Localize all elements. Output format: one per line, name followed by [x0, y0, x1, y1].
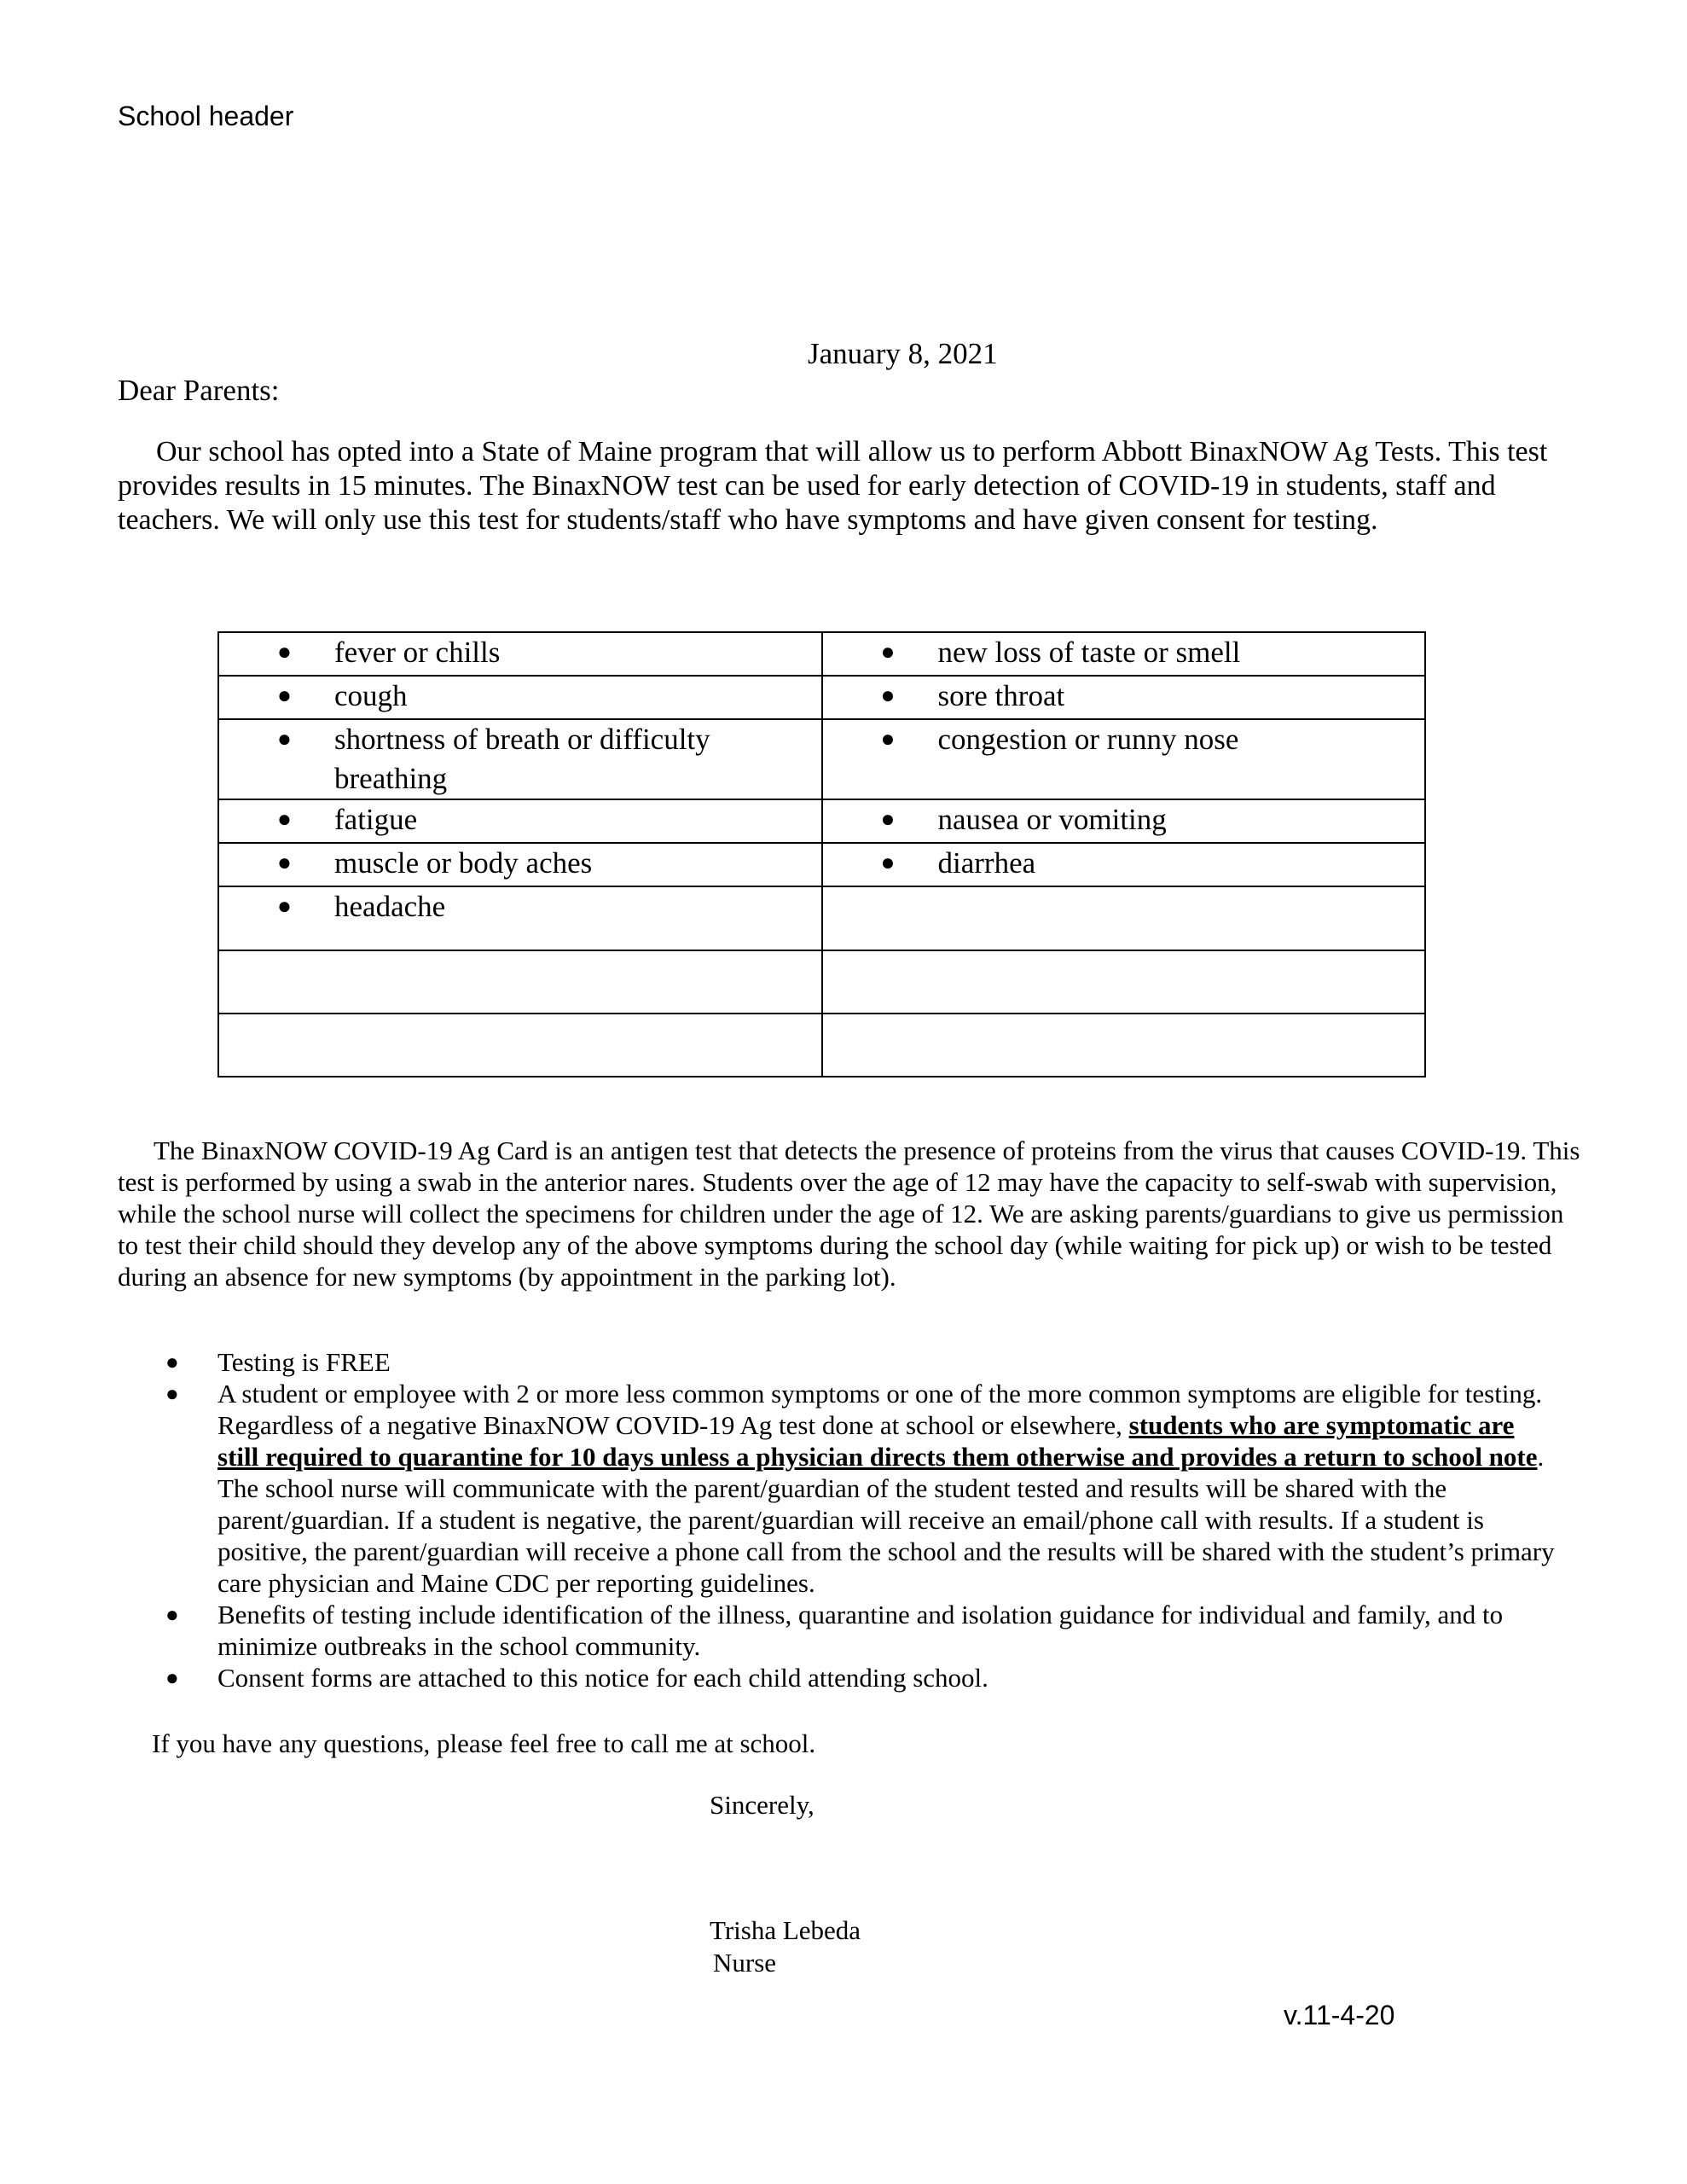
- table-row: [218, 676, 1425, 719]
- list-item: [128, 1662, 1561, 1693]
- bullet-icon: ●: [277, 893, 292, 920]
- salutation: Dear Parents:: [118, 374, 280, 407]
- symptom-cell: [822, 799, 1426, 843]
- intro-text: Our school has opted into a State of Maine program that will allow us to perform Abbott BinaxNOW Ag Tests. This test provides results in 15 minutes. The BinaxNOW test can be used for early detection of COVID-19 in students, staff and teachers. We will only use this test for students/staff who have symptoms and have given consent for testing.: [118, 436, 1548, 536]
- bullet-icon: ●: [277, 726, 292, 752]
- bullet-icon: ●: [277, 639, 292, 665]
- bullet-icon: ●: [880, 682, 896, 709]
- symptom-cell: [218, 843, 822, 886]
- bullet-icon: ●: [277, 806, 292, 833]
- empty-cell: [218, 1014, 822, 1077]
- symptom-item: nausea or vomiting: [937, 803, 1167, 836]
- symptom-item: sore throat: [937, 679, 1065, 712]
- symptom-cell: [822, 676, 1426, 719]
- list-item: [128, 1378, 1561, 1599]
- table-row: [218, 886, 1425, 950]
- info-list: [128, 1346, 1561, 1693]
- symptom-item: diarrhea: [937, 846, 1036, 880]
- bullet-icon: ●: [165, 1350, 179, 1374]
- table-row: [218, 1014, 1425, 1077]
- symptom-cell: [218, 676, 822, 719]
- symptom-cell: [218, 719, 822, 799]
- intro-paragraph: [118, 435, 1585, 537]
- bullet-icon: ●: [165, 1381, 179, 1406]
- bullet-icon: ●: [880, 850, 896, 876]
- table-row: [218, 632, 1425, 676]
- table-row: [218, 719, 1425, 799]
- version-label: v.11-4-20: [1284, 2000, 1395, 2030]
- empty-cell: [822, 1014, 1426, 1077]
- test-info-text: The BinaxNOW COVID-19 Ag Card is an antigen test that detects the presence of proteins from the virus that causes COVID-19. This test is performed by using a swab in the anterior nares. Students over the age of 12 may have the capacity to self-swab with supervision, while the school nurse will collect the specimens for children under the age of 12. We are asking parents/guardians to give us permission to test their child should they develop any of the above symptoms during the school day (while waiting for pick up) or wish to be tested during an absence for new symptoms (by appointment in the parking lot).: [118, 1136, 1580, 1292]
- bullet-icon: ●: [165, 1665, 179, 1690]
- symptom-cell: [218, 799, 822, 843]
- symptom-item: congestion or runny nose: [937, 723, 1239, 756]
- school-header: School header: [118, 101, 294, 131]
- empty-cell: [822, 950, 1426, 1014]
- table-row: [218, 843, 1425, 886]
- symptom-item: new loss of taste or smell: [937, 636, 1241, 669]
- symptom-item: cough: [334, 679, 408, 712]
- sign-off: Sincerely,: [710, 1790, 815, 1820]
- test-info-paragraph: [118, 1135, 1585, 1292]
- questions-line: If you have any questions, please feel free to call me at school.: [152, 1728, 816, 1758]
- letter-date: January 8, 2021: [808, 337, 998, 370]
- symptom-cell: [822, 719, 1426, 799]
- symptom-cell: [218, 886, 822, 950]
- results-text: . The school nurse will communicate with the parent/guardian of the student tested and results will be shared with the parent/guardian. If a student is negative, the parent/guardian will receive an email/phone call with results. If a student is positive, the parent/guardian will receive a phone call from the school and the results will be shared with the student’s primary care physician and Maine CDC per reporting guidelines.: [217, 1442, 1555, 1598]
- symptom-cell: [218, 632, 822, 676]
- bullet-icon: ●: [277, 682, 292, 709]
- bullet-icon: ●: [880, 639, 896, 665]
- bullet-icon: ●: [277, 850, 292, 876]
- list-item: [128, 1346, 1561, 1378]
- table-row: [218, 950, 1425, 1014]
- symptom-item: muscle or body aches: [334, 846, 593, 880]
- signer-role: Nurse: [713, 1948, 777, 1978]
- table-row: [218, 799, 1425, 843]
- symptom-cell: [822, 632, 1426, 676]
- empty-cell: [218, 950, 822, 1014]
- signer-name: Trisha Lebeda: [710, 1915, 861, 1945]
- eligibility-text: A student or employee with 2 or more less common symptoms or one of the more common symptoms are eligible for testing. Regardless of a negative BinaxNOW COVID-19 Ag test done at school or elsewhere,: [217, 1379, 1543, 1440]
- symptom-item: fever or chills: [334, 636, 501, 669]
- symptom-item: shortness of breath or difficulty breathing: [334, 723, 710, 795]
- symptom-cell: [822, 843, 1426, 886]
- bullet-icon: ●: [880, 806, 896, 833]
- free-text: Testing is FREE: [217, 1347, 391, 1377]
- consent-text: Consent forms are attached to this notice for each child attending school.: [217, 1663, 988, 1693]
- symptom-item: fatigue: [334, 803, 418, 836]
- benefits-text: Benefits of testing include identification of the illness, quarantine and isolation guidance for individual and family, and to minimize outbreaks in the school community.: [217, 1600, 1504, 1661]
- bullet-icon: ●: [880, 726, 896, 752]
- empty-cell: [822, 886, 1426, 950]
- symptom-item: headache: [334, 890, 446, 923]
- quarantine-emphasis: students who are symptomatic are still required to quarantine for 10 days unless a physician directs them otherwise and provides a return to school note: [217, 1410, 1538, 1472]
- symptoms-table: [217, 631, 1426, 1077]
- list-item: [128, 1599, 1561, 1662]
- bullet-icon: ●: [165, 1602, 179, 1627]
